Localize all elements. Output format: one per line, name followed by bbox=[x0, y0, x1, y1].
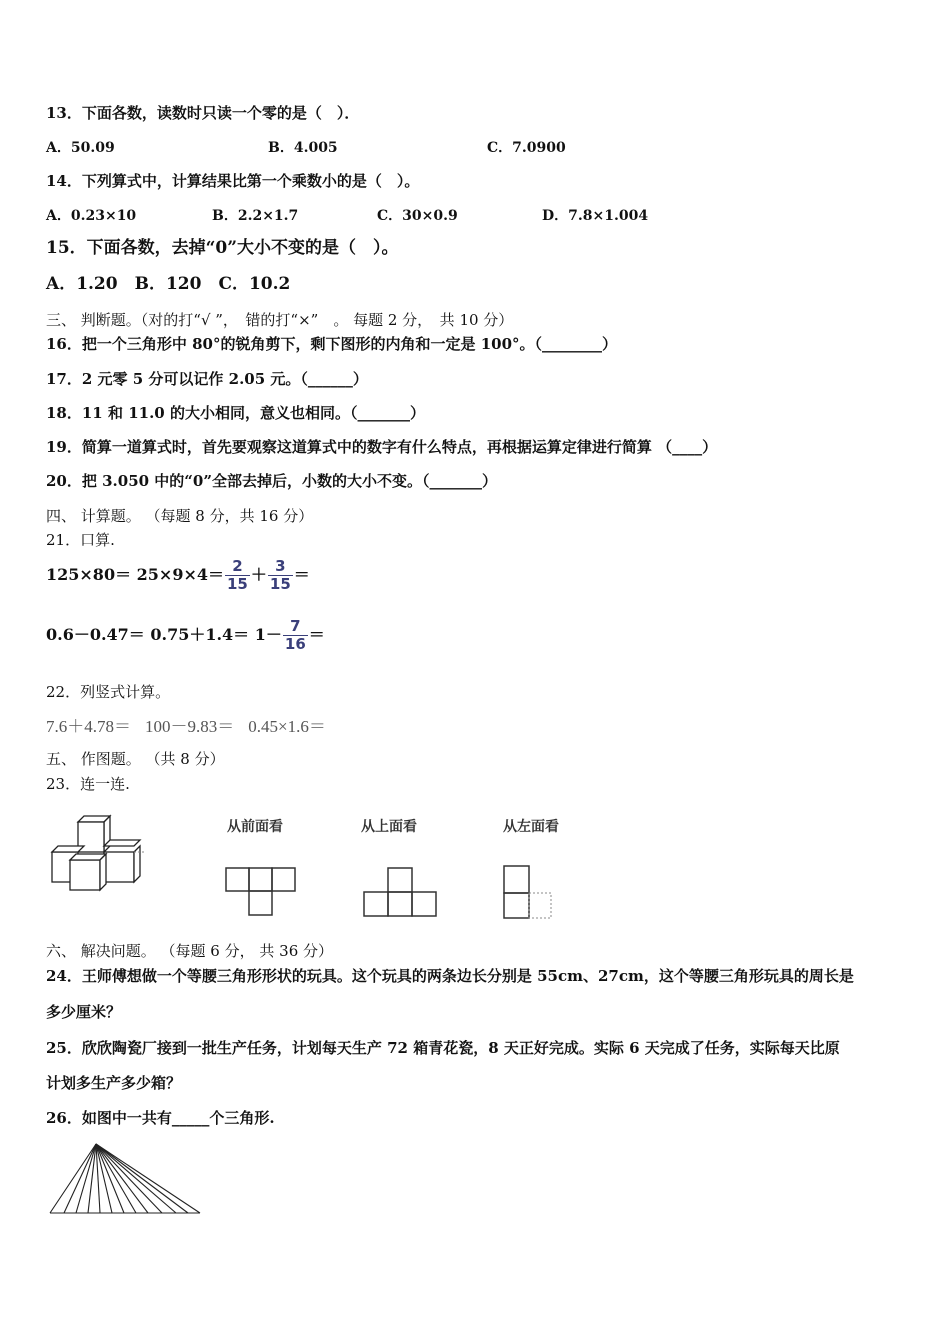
cube-stack-figure bbox=[48, 812, 148, 894]
q16: 16．把一个三角形中 80°的锐角剪下，剩下图形的内角和一定是 100°。（________） bbox=[46, 335, 618, 353]
q24-line2: 多少厘米？ bbox=[46, 1003, 122, 1021]
q17: 17．2 元零 5 分可以记作 2.05 元。（______） bbox=[46, 370, 368, 388]
q18: 18．11 和 11.0 的大小相同，意义也相同。（_______） bbox=[46, 404, 425, 422]
q21-label: 21．口算. bbox=[46, 531, 115, 549]
view-top-label: 从上面看 bbox=[361, 819, 417, 835]
q22-expr-3: 0.45×1.6＝ bbox=[248, 717, 326, 736]
q22-label: 22．列竖式计算。 bbox=[46, 683, 171, 701]
q13-option-c[interactable]: C．7.0900 bbox=[487, 140, 566, 156]
q13-option-a[interactable]: A．50.09 bbox=[46, 140, 115, 156]
q25-line1: 25．欣欣陶瓷厂接到一批生产任务，计划每天生产 72 箱青花瓷，8 天正好完成。实际 6 天完成了任务，实际每天比原 bbox=[46, 1039, 840, 1057]
q21-row1: 125×80＝ 25×9×4＝ $\frac{2}{15}$ ＋ $\frac{3}{15}$ ＝ bbox=[46, 557, 310, 593]
left-view-figure bbox=[500, 862, 556, 922]
q25-line2: 计划多生产多少箱？ bbox=[46, 1074, 182, 1092]
q23-label: 23．连一连. bbox=[46, 775, 130, 793]
section4-title: 四、 计算题。 （每题 8 分，共 16 分） bbox=[46, 507, 314, 525]
fraction-2-15: $\frac{2}{15}$ bbox=[227, 557, 248, 593]
top-view-figure bbox=[360, 864, 438, 920]
q22-expressions bbox=[46, 712, 340, 737]
section6-title: 六、 解决问题。 （每题 6 分， 共 36 分） bbox=[46, 942, 334, 960]
section3-title: 三、 判断题。（对的打“√ ”， 错的打“×” 。 每题 2 分， 共 10 分） bbox=[46, 311, 514, 329]
q14-question: 14．下列算式中，计算结果比第一个乘数小的是（ ）。 bbox=[46, 172, 420, 190]
q26-question: 26．如图中一共有_____个三角形. bbox=[46, 1109, 275, 1127]
fan-triangle-figure bbox=[46, 1140, 206, 1218]
q14-option-c[interactable]: C．30×0.9 bbox=[377, 208, 458, 224]
q22-expr-1: 7.6＋4.78＝ bbox=[46, 717, 131, 736]
view-front-label: 从前面看 bbox=[227, 819, 283, 835]
q15-options[interactable]: A．1.20 B．120 C．10.2 bbox=[46, 274, 291, 294]
q19: 19．简算一道算式时，首先要观察这道算式中的数字有什么特点，再根据运算定律进行简算 （____） bbox=[46, 438, 718, 456]
q21-row2-prefix: 0.6－0.47＝ 0.75＋1.4＝ 1－ bbox=[46, 625, 282, 644]
q14-option-d[interactable]: D．7.8×1.004 bbox=[542, 208, 649, 224]
plus-operator: ＋ bbox=[250, 565, 267, 584]
q21-row2: 0.6－0.47＝ 0.75＋1.4＝ 1－ $\frac{7}{16}$ ＝ bbox=[46, 617, 325, 653]
front-view-figure bbox=[222, 864, 296, 920]
q21-row1-prefix: 125×80＝ 25×9×4＝ bbox=[46, 565, 224, 584]
q24-line1: 24．王师傅想做一个等腰三角形形状的玩具。这个玩具的两条边长分别是 55cm、27cm，这个等腰三角形玩具的周长是 bbox=[46, 967, 854, 985]
q14-option-b[interactable]: B．2.2×1.7 bbox=[212, 208, 299, 224]
fraction-7-16: $\frac{7}{16}$ bbox=[284, 617, 306, 653]
section5-title: 五、 作图题。 （共 8 分） bbox=[46, 750, 225, 768]
q14-option-a[interactable]: A．0.23×10 bbox=[46, 208, 137, 224]
q13-option-b[interactable]: B．4.005 bbox=[268, 140, 338, 156]
fraction-3-15: $\frac{3}{15}$ bbox=[269, 557, 291, 593]
q20: 20．把 3.050 中的“0”全部去掉后，小数的大小不变。（_______） bbox=[46, 472, 497, 490]
q22-expr-2: 100－9.83＝ bbox=[145, 717, 235, 736]
view-left-label: 从左面看 bbox=[503, 819, 559, 835]
q13-question: 13．下面各数，读数时只读一个零的是（ ）． bbox=[46, 104, 360, 122]
q15-question: 15．下面各数，去掉“0”大小不变的是（ ）。 bbox=[46, 238, 399, 258]
